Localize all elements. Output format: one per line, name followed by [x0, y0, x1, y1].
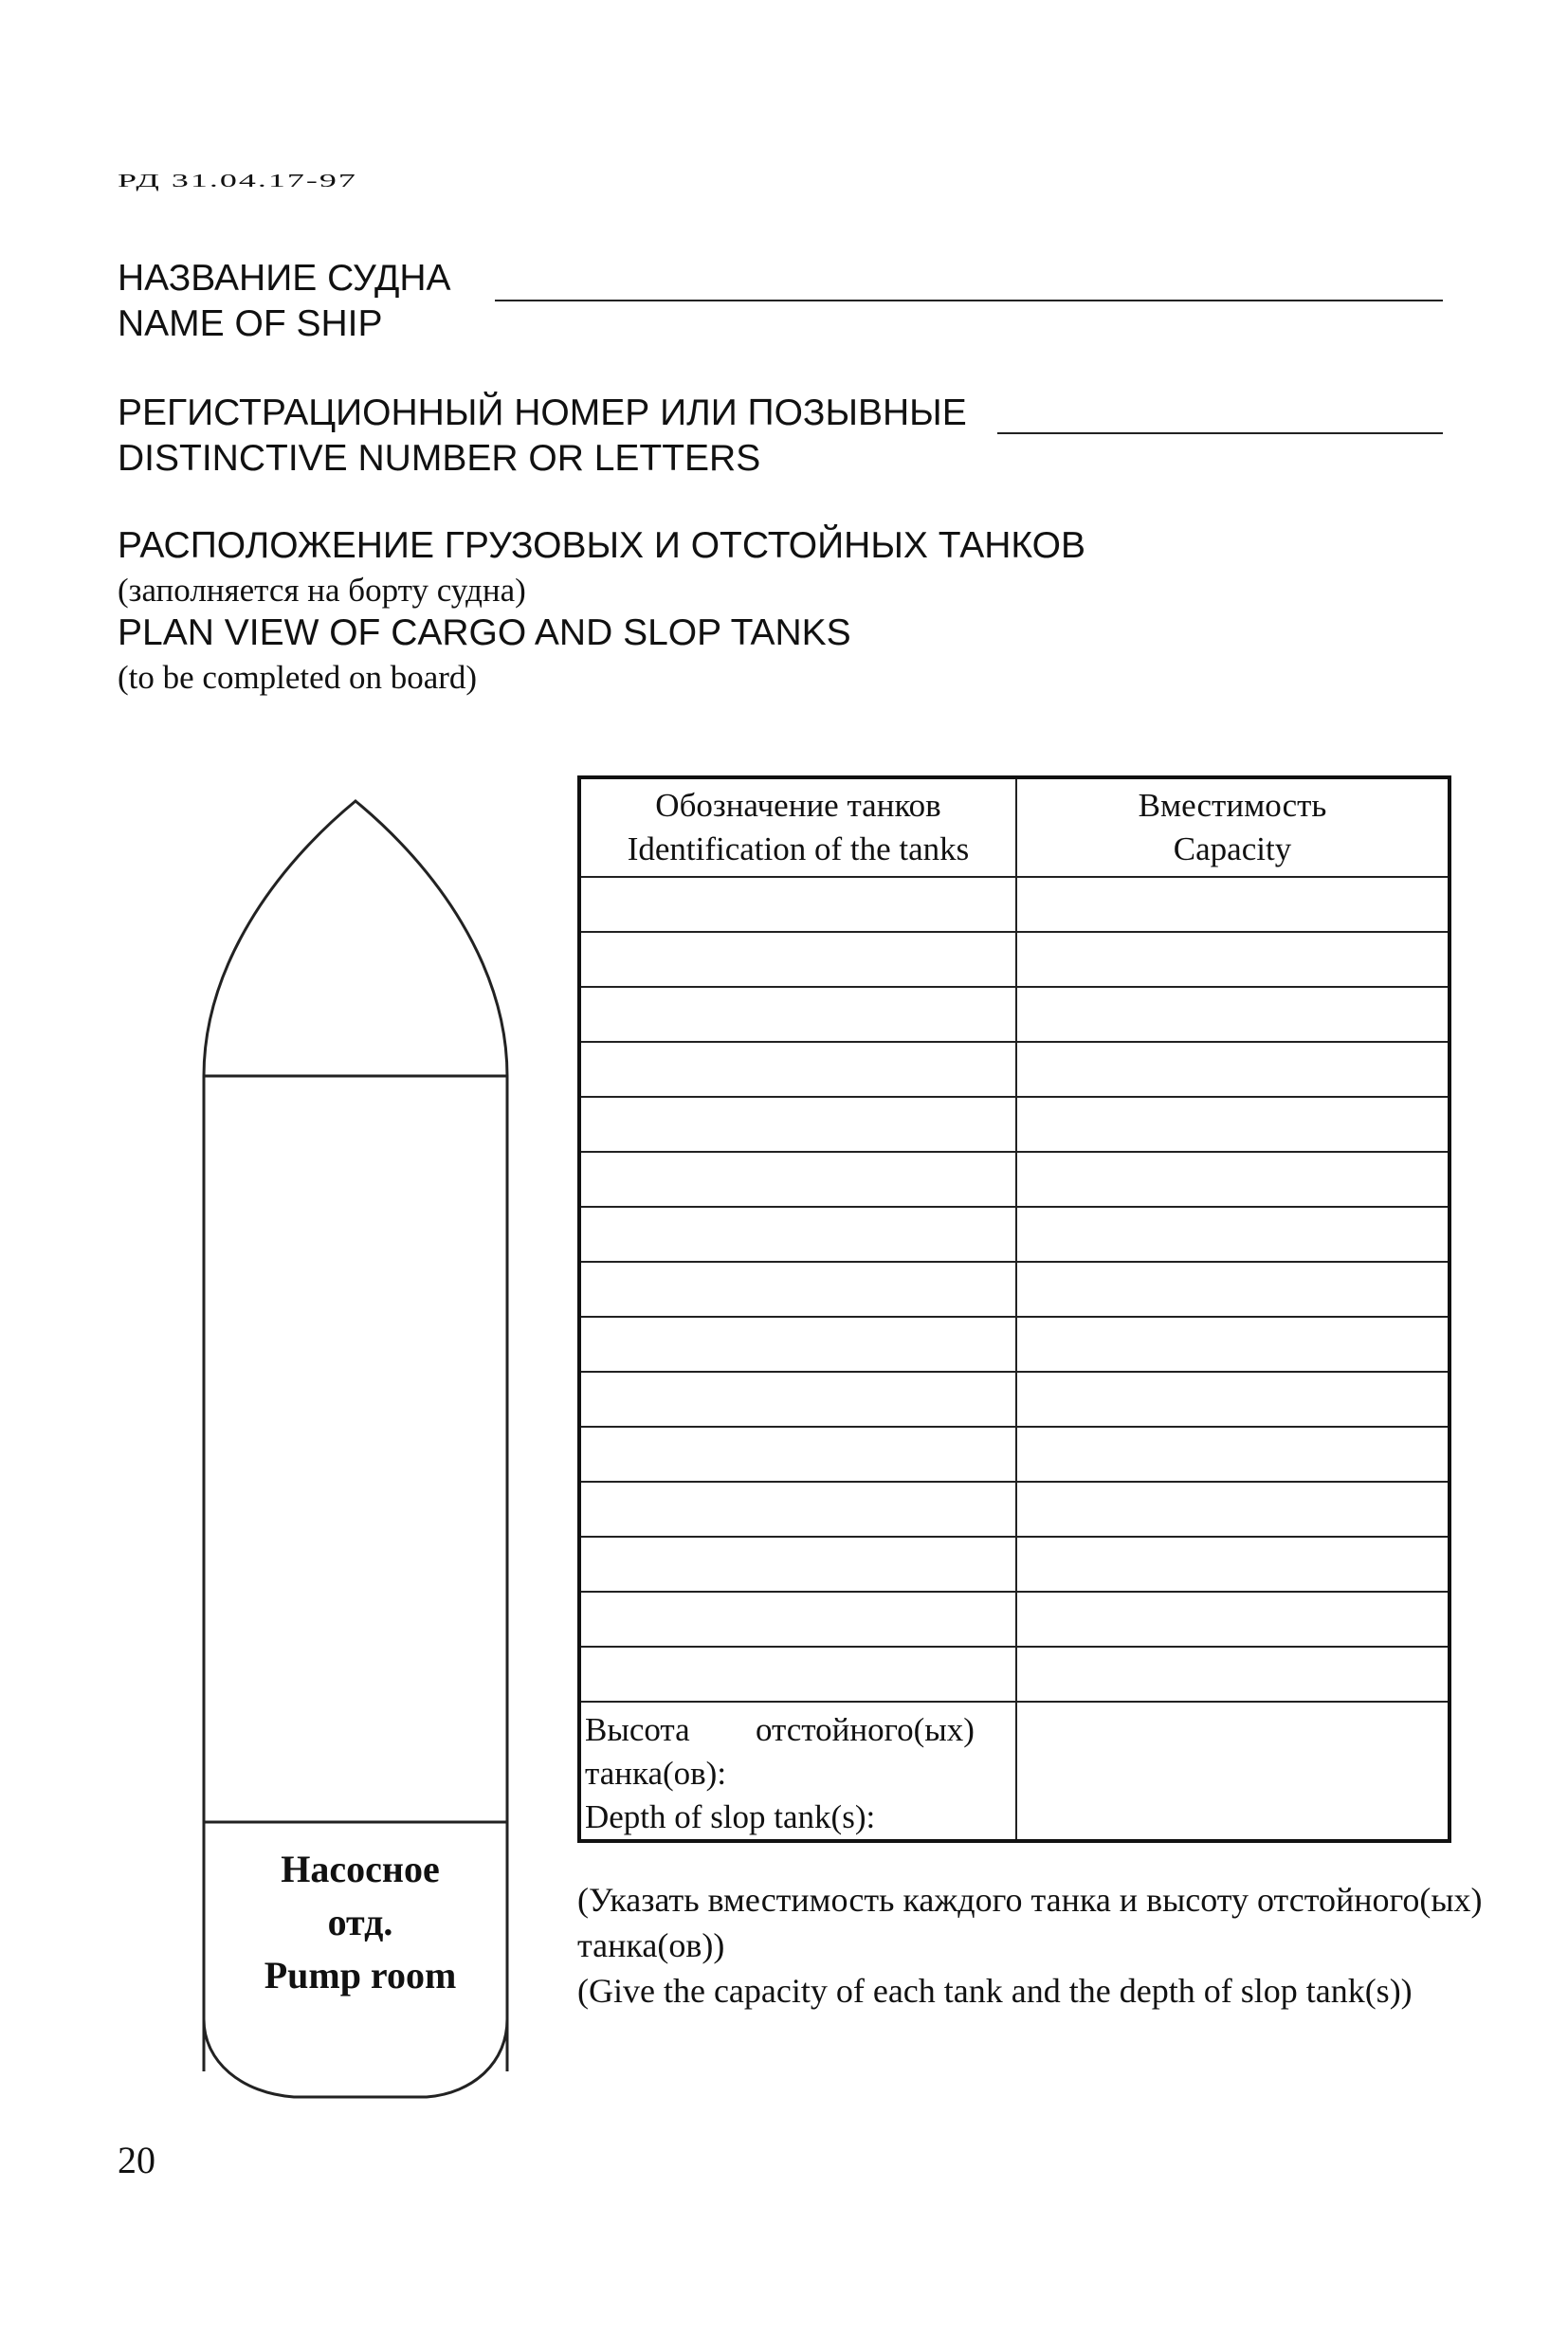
tank-capacity-cell[interactable] [1016, 1482, 1449, 1537]
table-row [579, 1317, 1449, 1372]
tank-capacity-cell[interactable] [1016, 932, 1449, 987]
table-row [579, 1482, 1449, 1537]
tank-identification-cell[interactable] [579, 877, 1016, 932]
col1-header-ru: Обозначение танков [655, 787, 941, 824]
col2-header-ru: Вместимость [1138, 787, 1327, 824]
table-row [579, 1537, 1449, 1592]
tank-identification-cell[interactable] [579, 1097, 1016, 1152]
slop-depth-value-cell[interactable] [1016, 1702, 1449, 1841]
document-code: РД 31.04.17-97 [118, 170, 357, 191]
tank-identification-cell[interactable] [579, 932, 1016, 987]
tank-identification-cell[interactable] [579, 1262, 1016, 1317]
tank-identification-cell[interactable] [579, 987, 1016, 1042]
slop-depth-label [581, 1703, 1015, 1839]
table-note [577, 1877, 1487, 2014]
plan-title-en: PLAN VIEW OF CARGO AND SLOP TANKS [118, 612, 851, 653]
tank-capacity-cell[interactable] [1016, 1537, 1449, 1592]
depth-label-ru-1: Высота [585, 1711, 690, 1748]
pump-room-label-en: Pump room [264, 1954, 457, 1996]
tank-identification-cell[interactable] [579, 1152, 1016, 1207]
table-row [579, 1592, 1449, 1647]
reg-number-label-en: DISTINCTIVE NUMBER OR LETTERS [118, 438, 761, 479]
table-header-row [579, 777, 1449, 877]
tank-identification-cell[interactable] [579, 1647, 1016, 1702]
tank-identification-cell[interactable] [579, 1537, 1016, 1592]
ship-name-input-line[interactable] [495, 300, 1443, 301]
table-row [579, 987, 1449, 1042]
plan-subtitle-en: (to be completed on board) [118, 659, 478, 696]
tank-capacity-cell[interactable] [1016, 1317, 1449, 1372]
pump-room-label-ru-1: Насосное [281, 1848, 440, 1890]
ship-name-label-en: NAME OF SHIP [118, 303, 383, 344]
tank-capacity-table [577, 775, 1451, 1843]
depth-label-en: Depth of slop tank(s): [585, 1798, 876, 1835]
tank-identification-cell[interactable] [579, 1427, 1016, 1482]
tank-capacity-cell[interactable] [1016, 1372, 1449, 1427]
table-row [579, 1042, 1449, 1097]
table-row [579, 877, 1449, 932]
tank-capacity-cell[interactable] [1016, 987, 1449, 1042]
ship-name-label-ru: НАЗВАНИЕ СУДНА [118, 258, 451, 299]
ship-stern-curve [204, 2019, 507, 2097]
depth-label-ru-3: танка(ов): [585, 1755, 727, 1792]
tank-capacity-cell[interactable] [1016, 1427, 1449, 1482]
page-number: 20 [118, 2139, 155, 2181]
col2-header-en: Capacity [1173, 830, 1292, 867]
tank-identification-cell[interactable] [579, 1042, 1016, 1097]
tank-capacity-cell[interactable] [1016, 1262, 1449, 1317]
slop-tank-depth-row [579, 1702, 1449, 1841]
pump-room-label-ru-2: отд. [327, 1901, 393, 1943]
tank-capacity-cell[interactable] [1016, 1042, 1449, 1097]
col-capacity-header [1016, 777, 1449, 877]
tank-capacity-cell[interactable] [1016, 1097, 1449, 1152]
tank-identification-cell[interactable] [579, 1372, 1016, 1427]
tank-identification-cell[interactable] [579, 1482, 1016, 1537]
ship-bow-outline [204, 801, 507, 1076]
tank-capacity-cell[interactable] [1016, 1592, 1449, 1647]
tank-identification-cell[interactable] [579, 1317, 1016, 1372]
slop-depth-label-cell [579, 1702, 1016, 1841]
table-row [579, 1207, 1449, 1262]
table-row [579, 1372, 1449, 1427]
tank-capacity-cell[interactable] [1016, 877, 1449, 932]
depth-label-ru-2: отстойного(ых) [756, 1711, 975, 1748]
tank-capacity-cell[interactable] [1016, 1152, 1449, 1207]
tank-capacity-cell[interactable] [1016, 1647, 1449, 1702]
note-ru: (Указать вместимость каждого танка и высоту отстойного(ых) танка(ов)) [577, 1881, 1483, 1964]
tank-rows [579, 877, 1449, 1841]
plan-title-ru: РАСПОЛОЖЕНИЕ ГРУЗОВЫХ И ОТСТОЙНЫХ ТАНКОВ [118, 525, 1086, 566]
table-row [579, 932, 1449, 987]
col-tank-identification-header [579, 777, 1016, 877]
plan-subtitle-ru: (заполняется на борту судна) [118, 572, 526, 609]
table-row [579, 1262, 1449, 1317]
tank-identification-cell[interactable] [579, 1592, 1016, 1647]
table-row [579, 1152, 1449, 1207]
table-row [579, 1427, 1449, 1482]
note-en: (Give the capacity of each tank and the depth of slop tank(s)) [577, 1972, 1413, 2010]
table-row [579, 1647, 1449, 1702]
reg-number-input-line[interactable] [997, 432, 1443, 434]
tank-identification-cell[interactable] [579, 1207, 1016, 1262]
tank-capacity-cell[interactable] [1016, 1207, 1449, 1262]
col1-header-en: Identification of the tanks [627, 830, 970, 867]
reg-number-label-ru: РЕГИСТРАЦИОННЫЙ НОМЕР ИЛИ ПОЗЫВНЫЕ [118, 392, 967, 433]
table-row [579, 1097, 1449, 1152]
